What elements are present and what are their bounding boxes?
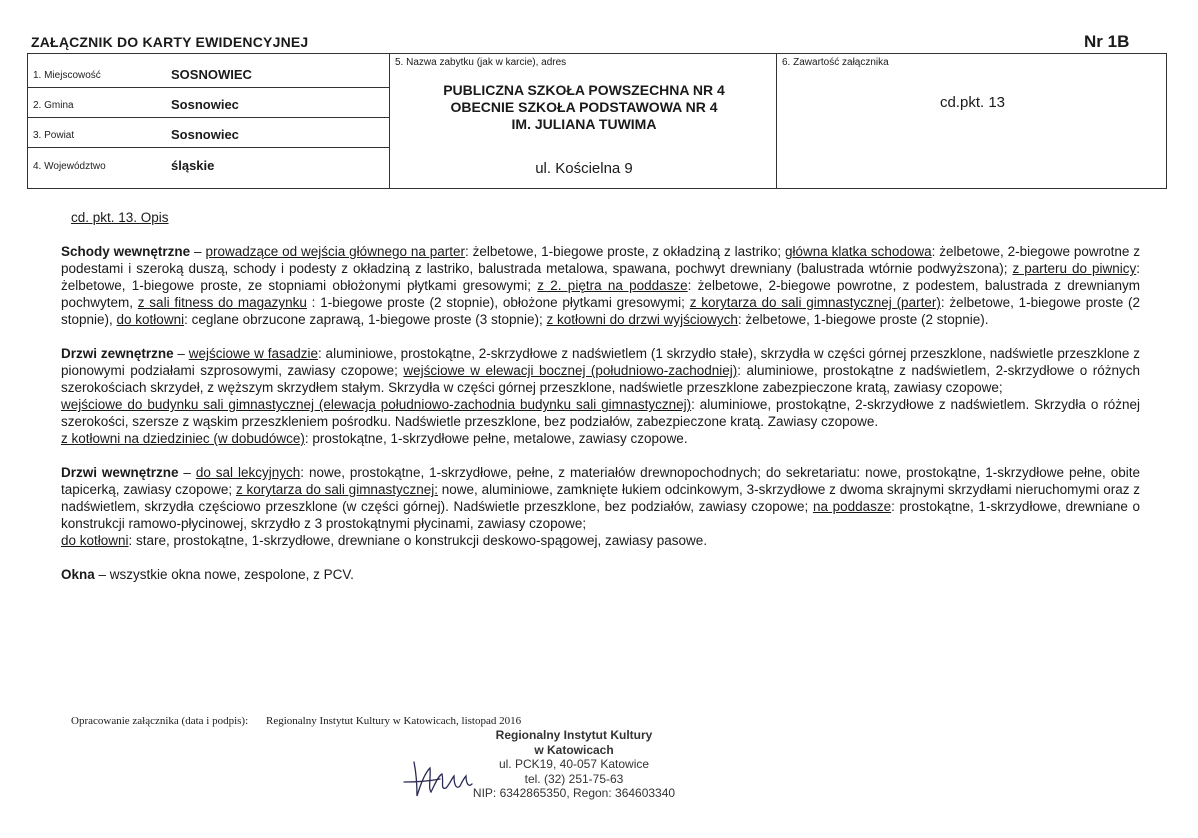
text: : żelbetowe, 1-biegowe proste, z okładziną z lastriko; [465,244,785,259]
prepared-by-org: Regionalny Instytut Kultury w Katowicach, listopad 2016 [266,715,522,727]
column-divider [776,53,777,189]
underlined-term: z kotłowni na dziedziniec (w dobudówce) [61,431,305,446]
text: : aluminiowe, prostokątne, 2-skrzydłowe z nadświetlem (1 skrzydło stałe), skrzydła w części górnej przeszklone, nadświetle przeszklone z pionowymi podziałami szprosowymi, zawiasy czopowe; [61,346,1140,378]
handwritten-signature [400,752,480,802]
field-label-county: 3. Powiat [33,130,75,141]
monument-name-line: PUBLICZNA SZKOŁA POWSZECHNA NR 4 [443,82,725,98]
text: : nowe, prostokątne, 1-skrzydłowe, pełne, z materiałów drewnopochodnych; do sekretariatu: nowe, prostokątne, 1-skrzydłowe pełne, obite tapicerką, zawiasy czopowe; [61,465,1140,497]
text: : prostokątne, 1-skrzydłowe pełne, metalowe, zawiasy czopowe. [304,431,688,446]
prepared-by-label: Opracowanie załącznika (data i podpis): [71,715,249,727]
text: – [173,346,189,361]
description-heading: cd. pkt. 13. Opis [71,210,169,225]
text: : stare, prostokątne, 1-skrzydłowe, drewniane o konstrukcji deskowo-spągowej, zawiasy pasowe. [128,533,708,548]
windows-paragraph [61,566,1140,583]
row-divider [27,87,390,88]
underlined-term: z korytarza do sali gimnastycznej: [235,482,438,497]
underlined-term: wejściowe w fasadzie [188,346,318,361]
form-title: ZAŁĄCZNIK DO KARTY EWIDENCYJNEJ [31,34,309,50]
exterior-doors-title: Drzwi zewnętrzne [61,346,174,361]
field-label-commune: 2. Gmina [33,100,74,111]
column-divider [389,53,390,189]
underlined-term: główna klatka schodowa [785,244,932,259]
underlined-term: z korytarza do sali gimnastycznej (parter) [689,295,941,310]
row-divider [27,147,390,148]
contents-label: 6. Zawartość załącznika [782,57,889,68]
contents-value: cd.pkt. 13 [939,94,1006,111]
institution-stamp [470,728,678,801]
text: : żelbetowe, 1-biegowe proste (2 stopnie). [737,312,989,327]
underlined-term: z parteru do piwnicy [1012,261,1137,276]
text: – wszystkie okna nowe, zespolone, z PCV. [94,567,354,582]
monument-label: 5. Nazwa zabytku (jak w karcie), adres [395,57,567,68]
monument-address: ul. Kościelna 9 [535,160,633,177]
monument-name-line: OBECNIE SZKOŁA PODSTAWOWA NR 4 [450,99,718,115]
underlined-term: z sali fitness do magazynku [137,295,307,310]
monument-name-line: IM. JULIANA TUWIMA [511,116,657,132]
field-value-locality: SOSNOWIEC [171,67,252,82]
text: : aluminiowe, prostokątne z nadświetlem, 2-skrzydłowe o różnych szerokościach skrzydeł, z węższym skrzydłem stałym. Skrzydła w części górnej przeszklone, nadświetle przeszklone zabezpieczone kratą, zawiasy czopowe; [61,363,1140,395]
underlined-term: z kotłowni do drzwi wyjściowych [546,312,738,327]
underlined-term: do sal lekcyjnych [195,465,301,480]
stamp-line: ul. PCK19, 40-057 Katowice [498,757,650,771]
text: nowe, aluminiowe, zamknięte łukiem odcinkowym, 3-skrzydłowe z dwoma skrajnymi skrzydłami nieruchomymi oraz z nadświetlem, skrzydła częściowo przeszklone (w części górnej). Nadświetle przeszklone, bez podziałów, zawiasy czopowe; [61,482,1140,514]
text: : żelbetowe, 1-biegowe proste (2 stopnie), [61,295,1140,327]
underlined-term: wejściowe do budynku sali gimnastycznej (elewacja południowo-zachodnia budynku sali gimnastycznej) [61,397,692,412]
stairs-title: Schody wewnętrzne [61,244,191,259]
field-label-voivodeship: 4. Województwo [33,161,106,172]
text: : żelbetowe, 1-biegowe proste, ze stopniami obłożonymi płytkami gresowymi; [61,261,1140,293]
windows-title: Okna [61,567,95,582]
interior-doors-title: Drzwi wewnętrzne [61,465,179,480]
field-value-commune: Sosnowiec [171,97,239,112]
stamp-line: Regionalny Instytut Kultury [495,728,653,742]
underlined-term: do kotłowni [116,312,185,327]
underlined-term: do kotłowni [61,533,129,548]
row-divider [27,117,390,118]
stamp-line: NIP: 6342865350, Regon: 364603340 [472,786,676,800]
exterior-doors-paragraph [61,345,1140,447]
text: : prostokątne, 1-skrzydłowe, drewniane o konstrukcji ramowo-płycinowej, skrzydło z 3 prostokątnymi płycinami, zawiasy czopowe; [61,499,1141,531]
form-number: Nr 1B [1084,32,1130,51]
monument-name [392,82,776,133]
stamp-line: w Katowicach [534,742,614,757]
text: : aluminiowe, prostokątne, 2-skrzydłowe z nadświetlem. Skrzydła o różnej szerokości, szersze z wąskim przeszkleniem pośrodku. Nadświetle przeszklone, bez podziałów, zabezpieczone kratą. Zawiasy czopowe. [61,397,1141,429]
text: – [178,465,196,480]
field-label-locality: 1. Miejscowość [33,70,101,81]
stamp-line: tel. (32) 251-75-63 [524,771,624,786]
underlined-term: wejściowe w elewacji bocznej (południowo-zachodniej) [403,363,738,378]
text: : 1-biegowe proste (2 stopnie), obłożone płytkami gresowymi; [306,295,690,310]
text: – [190,244,206,259]
text: : żelbetowe, 2-biegowe powrotne, z podestem, balustrada z drewnianym pochwytem, [61,278,1140,310]
field-value-voivodeship: śląskie [171,158,215,173]
stairs-paragraph [61,243,1140,328]
text: : ceglane obrzucone zaprawą, 1-biegowe proste (3 stopnie); [184,312,547,327]
text: : żelbetowe, 2-biegowe powrotne z podestami i szeroką duszą, schody i podesty z okładziną z lastriko, balustrada metalowa, spawana, pochwyt drewniany (balustrada wtórnie podwyższona); [61,244,1141,276]
underlined-term: prowadzące od wejścia głównego na parter [205,244,466,259]
interior-doors-paragraph [61,464,1140,549]
underlined-term: z 2. piętra na poddasze [537,278,688,293]
field-value-county: Sosnowiec [171,127,239,142]
description [61,209,1140,583]
underlined-term: na poddasze [812,499,892,514]
